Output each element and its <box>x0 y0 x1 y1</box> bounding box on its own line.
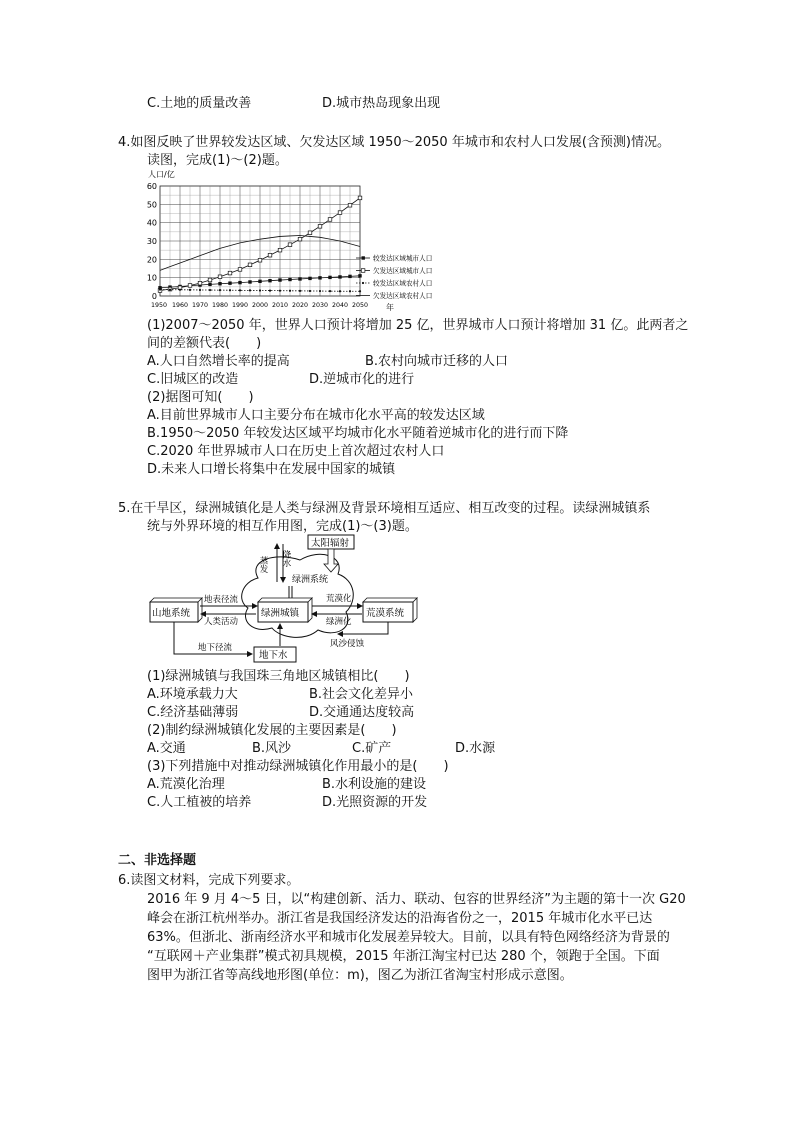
series-3-point <box>199 289 201 291</box>
q6-para-line1: 2016 年 9 月 4～5 日，以“构建创新、活力、联动、包容的世界经济”为主题的第十一次 G20 <box>147 892 686 907</box>
series-2-point <box>238 268 242 272</box>
series-2-point <box>308 231 312 235</box>
series-2-point <box>338 211 342 215</box>
q6-para-line4: “互联网＋产业集群”模式初具规模，2015 年浙江淘宝村已达 280 个，领跑于全国。下面 <box>147 949 660 964</box>
series-1-point <box>248 280 251 283</box>
series-2-point <box>188 284 192 288</box>
series-2-point <box>278 248 282 252</box>
series-3-point <box>179 289 181 291</box>
y-tick-label: 10 <box>146 273 157 283</box>
human-activity-label: 人类活动 <box>204 617 239 627</box>
chart-grid <box>160 186 360 296</box>
series-2-point <box>268 253 272 257</box>
q5-sub3-option-a: A.荒漠化治理 <box>147 777 225 792</box>
series-3-point <box>219 289 221 291</box>
q5-stem-cont: 统与外界环境的相互作用图，完成(1)～(3)题。 <box>147 519 418 534</box>
series-2-point <box>258 258 262 262</box>
chart-ylabel: 人口/亿 <box>148 170 175 179</box>
series-1-point <box>218 282 221 285</box>
series-3-point <box>169 289 171 291</box>
y-tick-label: 50 <box>146 200 157 210</box>
legend-label-1: 较发达区域城市人口 <box>373 254 433 263</box>
q4-sub1: (1)2007～2050 年，世界人口预计将增加 25 亿，世界城市人口预计将增加 31 亿。此两者之 <box>147 318 689 333</box>
q5-sub2-option-a: A.交通 <box>147 741 186 756</box>
series-3-point <box>309 290 311 292</box>
q4-sub1-option-d: D.逆城市化的进行 <box>309 372 415 387</box>
q6-para-line2: 峰会在浙江杭州举办。浙江省是我国经济发达的沿海省份之一，2015 年城市化水平已达 <box>147 911 653 926</box>
series-1-point <box>238 281 241 284</box>
surface-runoff-label: 地表径流 <box>204 595 239 605</box>
series-2-point <box>208 278 212 282</box>
q5-sub2-option-b: B.风沙 <box>252 741 292 756</box>
series-1-point <box>338 275 341 278</box>
q4-sub1-option-a: A.人口自然增长率的提高 <box>147 354 290 369</box>
series-3-point <box>349 290 351 292</box>
q4-sub2-option-a: A.目前世界城市人口主要分布在城市化水平高的较发达区域 <box>147 408 485 423</box>
q5-sub1-option-a: A.环境承载力大 <box>147 687 238 702</box>
y-tick-label: 20 <box>146 255 157 265</box>
q5-sub3: (3)下列措施中对推动绿洲城镇化作用最小的是( ) <box>147 759 449 774</box>
q5-sub3-option-b: B.水利设施的建设 <box>322 777 427 792</box>
series-3-point <box>359 290 361 292</box>
chart-legend <box>356 254 432 301</box>
x-tick-label: 1960 <box>171 302 189 309</box>
series-2-point <box>298 237 302 241</box>
q5-stem: 5.在干旱区，绿洲城镇化是人类与绿洲及背景环境相互适应、相互改变的过程。读绿洲城镇系 <box>118 501 651 516</box>
legend-marker-2 <box>361 269 365 273</box>
series-3-point <box>339 290 341 292</box>
wind-erosion-label: 风沙侵蚀 <box>330 639 365 649</box>
series-1-point <box>268 279 271 282</box>
series-2-point <box>328 218 332 222</box>
x-tick-label: 2040 <box>331 302 349 309</box>
series-3-point <box>299 290 301 292</box>
series-3-point <box>329 290 331 292</box>
series-2-point <box>198 281 202 285</box>
desert-system-label: 荒漠系统 <box>366 608 405 619</box>
series-3-point <box>259 289 261 291</box>
series-3-point <box>239 289 241 291</box>
oasis-town-label: 绿洲城镇 <box>261 608 300 619</box>
q5-sub2-option-d: D.水源 <box>455 741 496 756</box>
evaporation-label: 蒸发 <box>258 556 268 573</box>
series-2-point <box>248 263 252 267</box>
rain-label: 降水 <box>281 550 291 567</box>
series-2-point <box>348 203 352 207</box>
chart-x-ticks <box>151 302 368 309</box>
underground-runoff-label: 地下径流 <box>198 643 233 653</box>
chart-xlabel: 年 <box>386 303 394 312</box>
q4-sub2: (2)据图可知( ) <box>147 390 254 405</box>
series-1-point <box>348 275 351 278</box>
series-1-point <box>258 280 261 283</box>
series-2-point <box>288 243 292 247</box>
legend-label-2: 欠发达区域城市人口 <box>373 267 433 275</box>
series-2-point <box>318 225 322 229</box>
population-line-chart <box>140 168 450 316</box>
series-1-point <box>208 283 211 286</box>
q6-stem: 6.读图文材料，完成下列要求。 <box>118 873 300 888</box>
sun-label: 太阳辐射 <box>311 538 350 549</box>
y-tick-label: 60 <box>146 182 157 191</box>
mountain-system-box <box>150 598 202 622</box>
q5-sub1-option-b: B.社会文化差异小 <box>309 687 414 702</box>
series-3-point <box>289 290 291 292</box>
x-tick-label: 1950 <box>150 302 168 309</box>
desert-system-box <box>363 598 417 622</box>
section-title: 二、非选择题 <box>118 853 197 868</box>
q5-sub1-option-c: C.经济基础薄弱 <box>147 705 239 720</box>
series-2-point <box>228 271 232 275</box>
series-1-point <box>358 274 361 277</box>
q4-sub1-option-b: B.农村向城市迁移的人口 <box>365 354 509 369</box>
q3-option-c: C.土地的质量改善 <box>147 96 252 111</box>
y-tick-label: 0 <box>151 292 157 301</box>
legend-marker-3 <box>362 282 364 284</box>
series-3-point <box>229 289 231 291</box>
series-1-point <box>228 281 231 284</box>
q5-sub1-option-d: D.交通通达度较高 <box>309 705 415 720</box>
series-2-point <box>218 275 222 279</box>
y-tick-label: 30 <box>146 237 157 246</box>
q3-option-d: D.城市热岛现象出现 <box>322 96 441 111</box>
q5-sub1: (1)绿洲城镇与我国珠三角地区城镇相比( ) <box>147 669 410 684</box>
oasisification-label: 绿洲化 <box>326 617 352 627</box>
q4-sub2-option-b: B.1950～2050 年较发达区域平均城市化水平随着逆城市化的进行而下降 <box>147 426 569 441</box>
q5-sub3-option-d: D.光照资源的开发 <box>322 795 428 810</box>
q5-sub2-option-c: C.矿产 <box>352 741 392 756</box>
legend-label-4: 欠发达区域农村人口 <box>373 292 433 300</box>
x-tick-label: 2010 <box>271 302 289 309</box>
series-3-point <box>279 290 281 292</box>
series-3-point <box>209 289 211 291</box>
series-3-point <box>159 288 161 290</box>
oasis-system-label: 绿洲系统 <box>292 575 329 585</box>
x-tick-label: 2050 <box>351 302 369 309</box>
series-3-point <box>249 289 251 291</box>
q6-para-line3: 63%。但浙北、浙南经济水平和城市化发展差异较大。目前，以具有特色网络经济为背景的 <box>147 930 670 945</box>
legend-marker-1 <box>362 256 365 259</box>
series-1-point <box>318 276 321 279</box>
q4-sub2-option-c: C.2020 年世界城市人口在历史上首次超过农村人口 <box>147 444 445 459</box>
series-1-point <box>308 277 311 280</box>
series-1-point <box>328 276 331 279</box>
series-3-point <box>319 290 321 292</box>
series-3-point <box>269 289 271 291</box>
x-tick-label: 2030 <box>311 302 329 309</box>
q4-sub1-option-c: C.旧城区的改造 <box>147 372 239 387</box>
series-2-point <box>358 196 362 200</box>
x-tick-label: 1980 <box>211 302 229 309</box>
oasis-town-box <box>258 598 312 622</box>
y-tick-label: 40 <box>146 218 157 228</box>
x-tick-label: 2020 <box>291 302 309 309</box>
series-1-point <box>298 277 301 280</box>
x-tick-label: 1970 <box>191 302 209 309</box>
q4-sub2-option-d: D.未来人口增长将集中在发展中国家的城镇 <box>147 462 396 477</box>
oasis-system-diagram <box>140 530 430 665</box>
series-1-point <box>278 278 281 281</box>
q5-sub2: (2)制约绿洲城镇化发展的主要因素是( ) <box>147 723 397 738</box>
q4-stem-cont: 读图，完成(1)～(2)题。 <box>147 153 288 168</box>
series-3-point <box>189 289 191 291</box>
x-tick-label: 2000 <box>251 302 269 309</box>
q6-para-line5: 图甲为浙江省等高线地形图(单位：m)，图乙为浙江省淘宝村形成示意图。 <box>147 968 573 983</box>
series-1-point <box>288 278 291 281</box>
groundwater-label: 地下水 <box>259 650 288 661</box>
chart-y-ticks <box>147 182 157 301</box>
mountain-system-label: 山地系统 <box>152 608 191 619</box>
legend-label-3: 较发达区域农村人口 <box>373 279 433 288</box>
q5-sub3-option-c: C.人工植被的培养 <box>147 795 252 810</box>
q4-stem: 4.如图反映了世界较发达区域、欠发达区域 1950～2050 年城市和农村人口发展(含预测)情况。 <box>118 135 670 150</box>
q4-sub1-cont: 间的差额代表( ) <box>147 336 262 351</box>
x-tick-label: 1990 <box>231 302 249 309</box>
desertification-label: 荒漠化 <box>326 594 352 604</box>
